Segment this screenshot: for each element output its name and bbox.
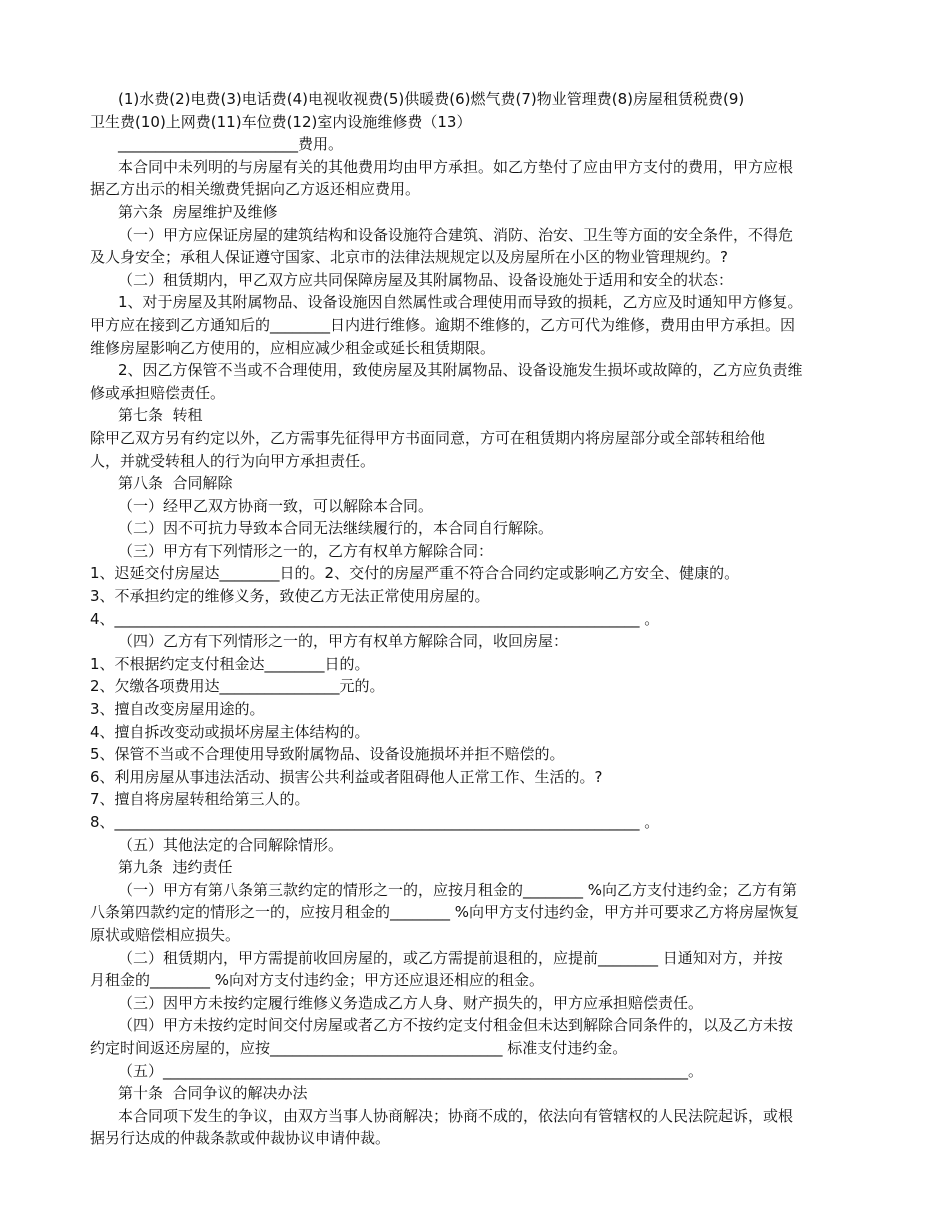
article-9-clause-2b: 月租金的________ %向对方支付违约金；甲方还应退还相应的租金。 xyxy=(90,971,545,990)
article-6-item-1c: 维修房屋影响乙方使用的，应相应减少租金或延长租赁期限。 xyxy=(90,338,496,357)
article-6-item-2b: 修或承担赔偿责任。 xyxy=(90,383,226,402)
article-9-clause-5: （五）______________________________________________________________________。 xyxy=(118,1061,704,1080)
article-7-heading: 第七条 转租 xyxy=(118,406,203,425)
article-6-clause-1a: （一）甲方应保证房屋的建筑结构和设备设施符合建筑、消防、治安、卫生等方面的安全条件，不得危 xyxy=(118,225,794,244)
article-8-clause-4-item-6: 6、利用房屋从事违法活动、损害公共利益或者阻碍他人正常工作、生活的。? xyxy=(90,767,603,786)
article-9-clause-4b: 约定时间返还房屋的，应按_______________________________ 标准支付违约金。 xyxy=(90,1038,628,1057)
article-8-clause-4-item-2: 2、欠缴各项费用达________________元的。 xyxy=(90,677,385,696)
article-8-clause-3-item-4: 4、______________________________________________________________________ 。 xyxy=(90,609,660,628)
article-8-clause-3-item-3: 3、不承担约定的维修义务，致使乙方无法正常使用房屋的。 xyxy=(90,587,490,606)
article-8-clause-4-item-4: 4、擅自拆改变动或损坏房屋主体结构的。 xyxy=(90,722,370,741)
fee-items-line-1: (1)水费(2)电费(3)电话费(4)电视收视费(5)供暖费(6)燃气费(7)物业管理费(8)房屋租赁税费(9) xyxy=(118,90,745,108)
article-8-clause-3-item-1-2: 1、迟延交付房屋达________日的。2、交付的房屋严重不符合合同约定或影响乙方安全、健康的。 xyxy=(90,564,740,583)
article-6-item-2a: 2、因乙方保管不当或不合理使用，致使房屋及其附属物品、设备设施发生损坏或故障的，乙方应负责维 xyxy=(118,361,803,380)
article-7-text-1: 除甲乙双方另有约定以外，乙方需事先征得甲方书面同意，方可在租赁期内将房屋部分或全部转租给他 xyxy=(90,428,766,447)
article-9-clause-2a: （二）租赁期内，甲方需提前收回房屋的，或乙方需提前退租的，应提前________ 日通知对方，并按 xyxy=(118,948,783,967)
article-9-clause-1a: （一）甲方有第八条第三款约定的情形之一的，应按月租金的________ %向乙方支付违约金；乙方有第 xyxy=(118,880,798,899)
other-fees-paragraph-2: 据乙方出示的相关缴费凭据向乙方返还相应费用。 xyxy=(90,180,421,199)
article-6-item-1a: 1、对于房屋及其附属物品、设备设施因自然属性或合理使用而导致的损耗，乙方应及时通知甲方修复。 xyxy=(118,293,803,312)
article-8-clause-4-item-7: 7、擅自将房屋转租给第三人的。 xyxy=(90,790,310,809)
article-8-clause-3: （三）甲方有下列情形之一的，乙方有权单方解除合同： xyxy=(118,541,494,560)
article-9-clause-1c: 原状或赔偿相应损失。 xyxy=(90,925,241,944)
article-6-clause-1b: 及人身安全；承租人保证遵守国家、北京市的法律法规规定以及房屋所在小区的物业管理规约。? xyxy=(90,248,728,267)
article-9-clause-3: （三）因甲方未按约定履行维修义务造成乙方人身、财产损失的，甲方应承担赔偿责任。 xyxy=(118,993,704,1012)
article-10-text-1: 本合同项下发生的争议，由双方当事人协商解决；协商不成的，依法向有管辖权的人民法院起诉，或根 xyxy=(118,1106,794,1125)
article-6-clause-2: （二）租赁期内，甲乙双方应共同保障房屋及其附属物品、设备设施处于适用和安全的状态： xyxy=(118,270,734,289)
article-6-item-1b: 甲方应在接到乙方通知后的________日内进行维修。逾期不维修的，乙方可代为维修，费用由甲方承担。因 xyxy=(90,315,796,334)
other-fees-paragraph-1: 本合同中未列明的与房屋有关的其他费用均由甲方承担。如乙方垫付了应由甲方支付的费用，甲方应根 xyxy=(118,157,794,176)
article-6-heading: 第六条 房屋维护及维修 xyxy=(118,202,278,221)
article-8-clause-2: （二）因不可抗力导致本合同无法继续履行的，本合同自行解除。 xyxy=(118,519,554,538)
article-9-clause-1b: 八条第四款约定的情形之一的，应按月租金的________ %向甲方支付违约金，甲方并可要求乙方将房屋恢复 xyxy=(90,903,800,922)
fee-items-line-2: 卫生费(10)上网费(11)车位费(12)室内设施维修费（13） xyxy=(90,112,472,131)
article-8-heading: 第八条 合同解除 xyxy=(118,474,233,493)
article-8-clause-4-item-8: 8、______________________________________________________________________ 。 xyxy=(90,813,660,831)
fee-items-blank: ________________________费用。 xyxy=(118,135,344,154)
article-8-clause-5: （五）其他法定的合同解除情形。 xyxy=(118,835,344,854)
article-8-clause-4: （四）乙方有下列情形之一的，甲方有权单方解除合同，收回房屋： xyxy=(118,632,569,651)
article-10-heading: 第十条 合同争议的解决办法 xyxy=(118,1084,308,1103)
article-8-clause-4-item-5: 5、保管不当或不合理使用导致附属物品、设备设施损坏并拒不赔偿的。 xyxy=(90,745,565,764)
article-8-clause-4-item-1: 1、不根据约定支付租金达________日的。 xyxy=(90,654,370,673)
article-10-text-2: 据另行达成的仲裁条款或仲裁协议申请仲裁。 xyxy=(90,1129,391,1148)
article-8-clause-1: （一）经甲乙双方协商一致，可以解除本合同。 xyxy=(118,496,434,515)
article-8-clause-4-item-3: 3、擅自改变房屋用途的。 xyxy=(90,700,265,719)
article-7-text-2: 人，并就受转租人的行为向甲方承担责任。 xyxy=(90,451,376,470)
article-9-heading: 第九条 违约责任 xyxy=(118,858,233,877)
article-9-clause-4a: （四）甲方未按约定时间交付房屋或者乙方不按约定支付租金但未达到解除合同条件的，以及乙方未按 xyxy=(118,1016,794,1035)
